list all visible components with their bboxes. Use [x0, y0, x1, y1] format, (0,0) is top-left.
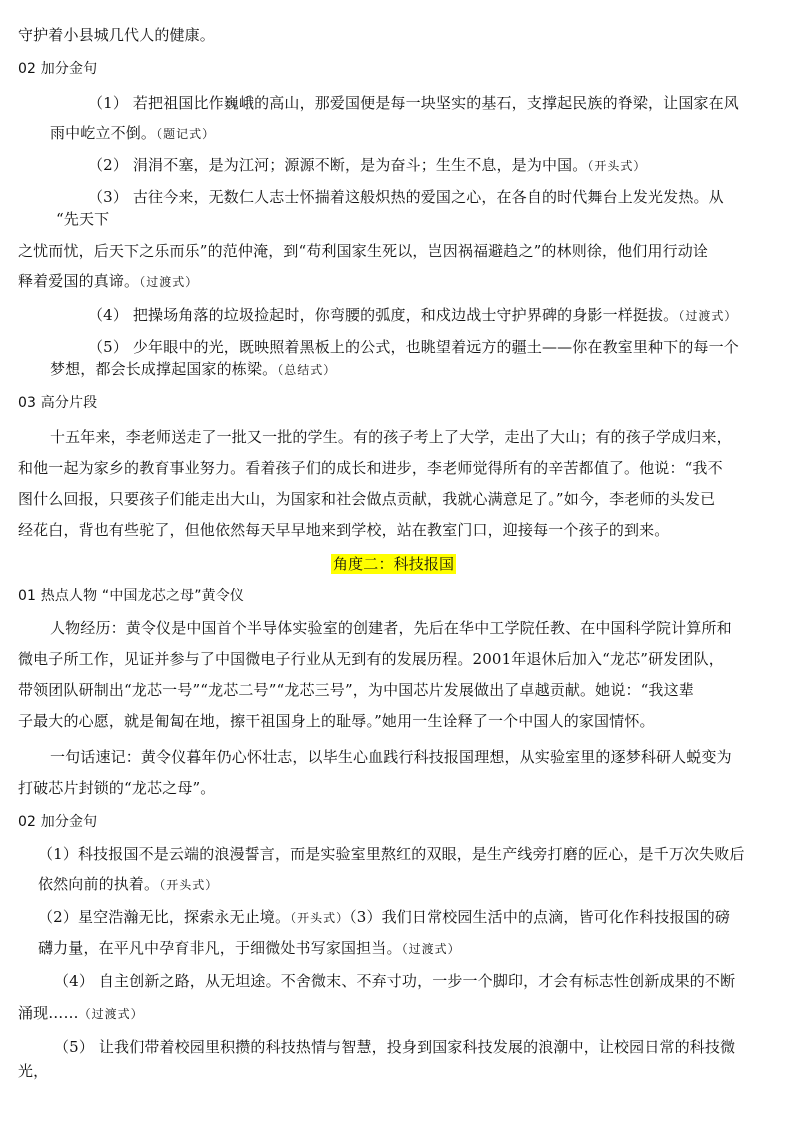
quote-line: （4） 自主创新之路，从无坦途。不舍微末、不弃寸功，一步一个脚印，才会有标志性创新成果的不断: [54, 972, 736, 990]
paragraph-line: 和他一起为家乡的教育事业努力。看着孩子们的成长和进步，李老师觉得所有的辛苦都值了。他说：“我不: [18, 459, 723, 477]
style-tag: （过渡式）: [78, 1007, 144, 1021]
quote-3-line: “先天下: [56, 210, 110, 228]
quote-5-line: （5） 少年眼中的光，既映照着黑板上的公式，也眺望着远方的疆土——你在教室里种下的每一个: [88, 338, 739, 356]
style-tag: （总结式）: [277, 363, 337, 377]
style-tag: （开头式）: [290, 911, 350, 925]
paragraph-line: 人物经历：黄令仪是中国首个半导体实验室的创建者，先后在华中工学院任教、在中国科学院计算所和: [50, 619, 732, 637]
quote-5-line: 梦想，都会长成撑起国家的栋梁。（总结式）: [50, 360, 337, 378]
quote-4-line: （4） 把操场角落的垃圾捡起时，你弯腰的弧度，和戍边战士守护界碑的身影一样挺拔。（过渡式）: [88, 306, 738, 324]
paragraph-line: 经花白，背也有些驼了，但他依然每天早早地来到学校，站在教室门口，迎接每一个孩子的到来。: [18, 521, 670, 539]
section-heading: 02 加分金句: [18, 61, 98, 77]
quote-1-line: （1） 若把祖国比作巍峨的高山，那爱国便是每一块坚实的基石，支撑起民族的脊梁，让国家在风: [88, 94, 739, 112]
quote-line: 涌现……（过渡式）: [18, 1004, 144, 1022]
quote-3-line: 之忧而忧，后天下之乐而乐”的范仲淹，到“苟利国家生死以，岂因祸福避趋之”的林则徐，他们用行动诠: [18, 242, 709, 260]
quote-line: （2）星空浩瀚无比，探索永无止境。（开头式）（3）我们日常校园生活中的点滴，皆可化作科技报国的磅: [38, 908, 731, 926]
paragraph-line: 微电子所工作，见证并参与了中国微电子行业从无到有的发展历程。2001年退休后加入“龙芯”研发团队，: [18, 650, 724, 668]
section-heading: 03 高分片段: [18, 395, 98, 411]
quote-line: （5） 让我们带着校园里积攒的科技热情与智慧，投身到国家科技发展的浪潮中，让校园日常的科技微: [54, 1038, 736, 1056]
quote-line: 依然向前的执着。（开头式）: [38, 875, 219, 893]
style-tag: （开头式）: [587, 159, 647, 173]
quote-line: （1）科技报国不是云端的浪漫誓言，而是实验室里熬红的双眼，是生产线旁打磨的匠心，是千万次失败后: [38, 845, 745, 863]
quote-1-line: 雨中屹立不倒。（题记式）: [50, 124, 216, 142]
paragraph-line: 一句话速记：黄令仪暮年仍心怀壮志，以毕生心血践行科技报国理想，从实验室里的逐梦科研人蜕变为: [50, 748, 732, 766]
quote-3-line: （3） 古往今来，无数仁人志士怀揣着这般炽热的爱国之心，在各自的时代舞台上发光发热。从: [88, 188, 724, 206]
quote-2-line: （2） 涓涓不塞，是为江河；源源不断，是为奋斗；生生不息，是为中国。（开头式）: [88, 156, 647, 174]
paragraph-line: 带领团队研制出“龙芯一号”“龙芯二号”“龙芯三号”，为中国芯片发展做出了卓越贡献。她说：“我这辈: [18, 681, 694, 699]
style-tag: （过渡式）: [678, 309, 738, 323]
quote-line: 礴力量，在平凡中孕育非凡，于细微处书写家国担当。（过渡式）: [38, 939, 461, 957]
paragraph-line: 图什么回报，只要孩子们能走出大山，为国家和社会做点贡献，我就心满意足了。”如今，李老师的头发已: [18, 490, 716, 508]
section-heading: 01 热点人物 “中国龙芯之母”黄令仪: [18, 588, 245, 604]
style-tag: （开头式）: [159, 878, 219, 892]
style-tag: （过渡式）: [401, 942, 461, 956]
paragraph-line: 十五年来，李老师送走了一批又一批的学生。有的孩子考上了大学，走出了大山；有的孩子学成归来，: [50, 428, 732, 446]
angle-heading: 角度二：科技报国: [333, 555, 455, 573]
text-line: 守护着小县城几代人的健康。: [18, 26, 215, 44]
style-tag: （题记式）: [156, 127, 216, 141]
quote-line: 光，: [18, 1062, 49, 1080]
paragraph-line: 子最大的心愿，就是匍匐在地，擦干祖国身上的耻辱。”她用一生诠释了一个中国人的家国情怀。: [18, 712, 655, 730]
style-tag: （过渡式）: [139, 275, 199, 289]
section-heading: 02 加分金句: [18, 814, 98, 830]
paragraph-line: 打破芯片封锁的“龙芯之母”。: [18, 779, 216, 797]
quote-3-line: 释着爱国的真谛。（过渡式）: [18, 272, 199, 290]
